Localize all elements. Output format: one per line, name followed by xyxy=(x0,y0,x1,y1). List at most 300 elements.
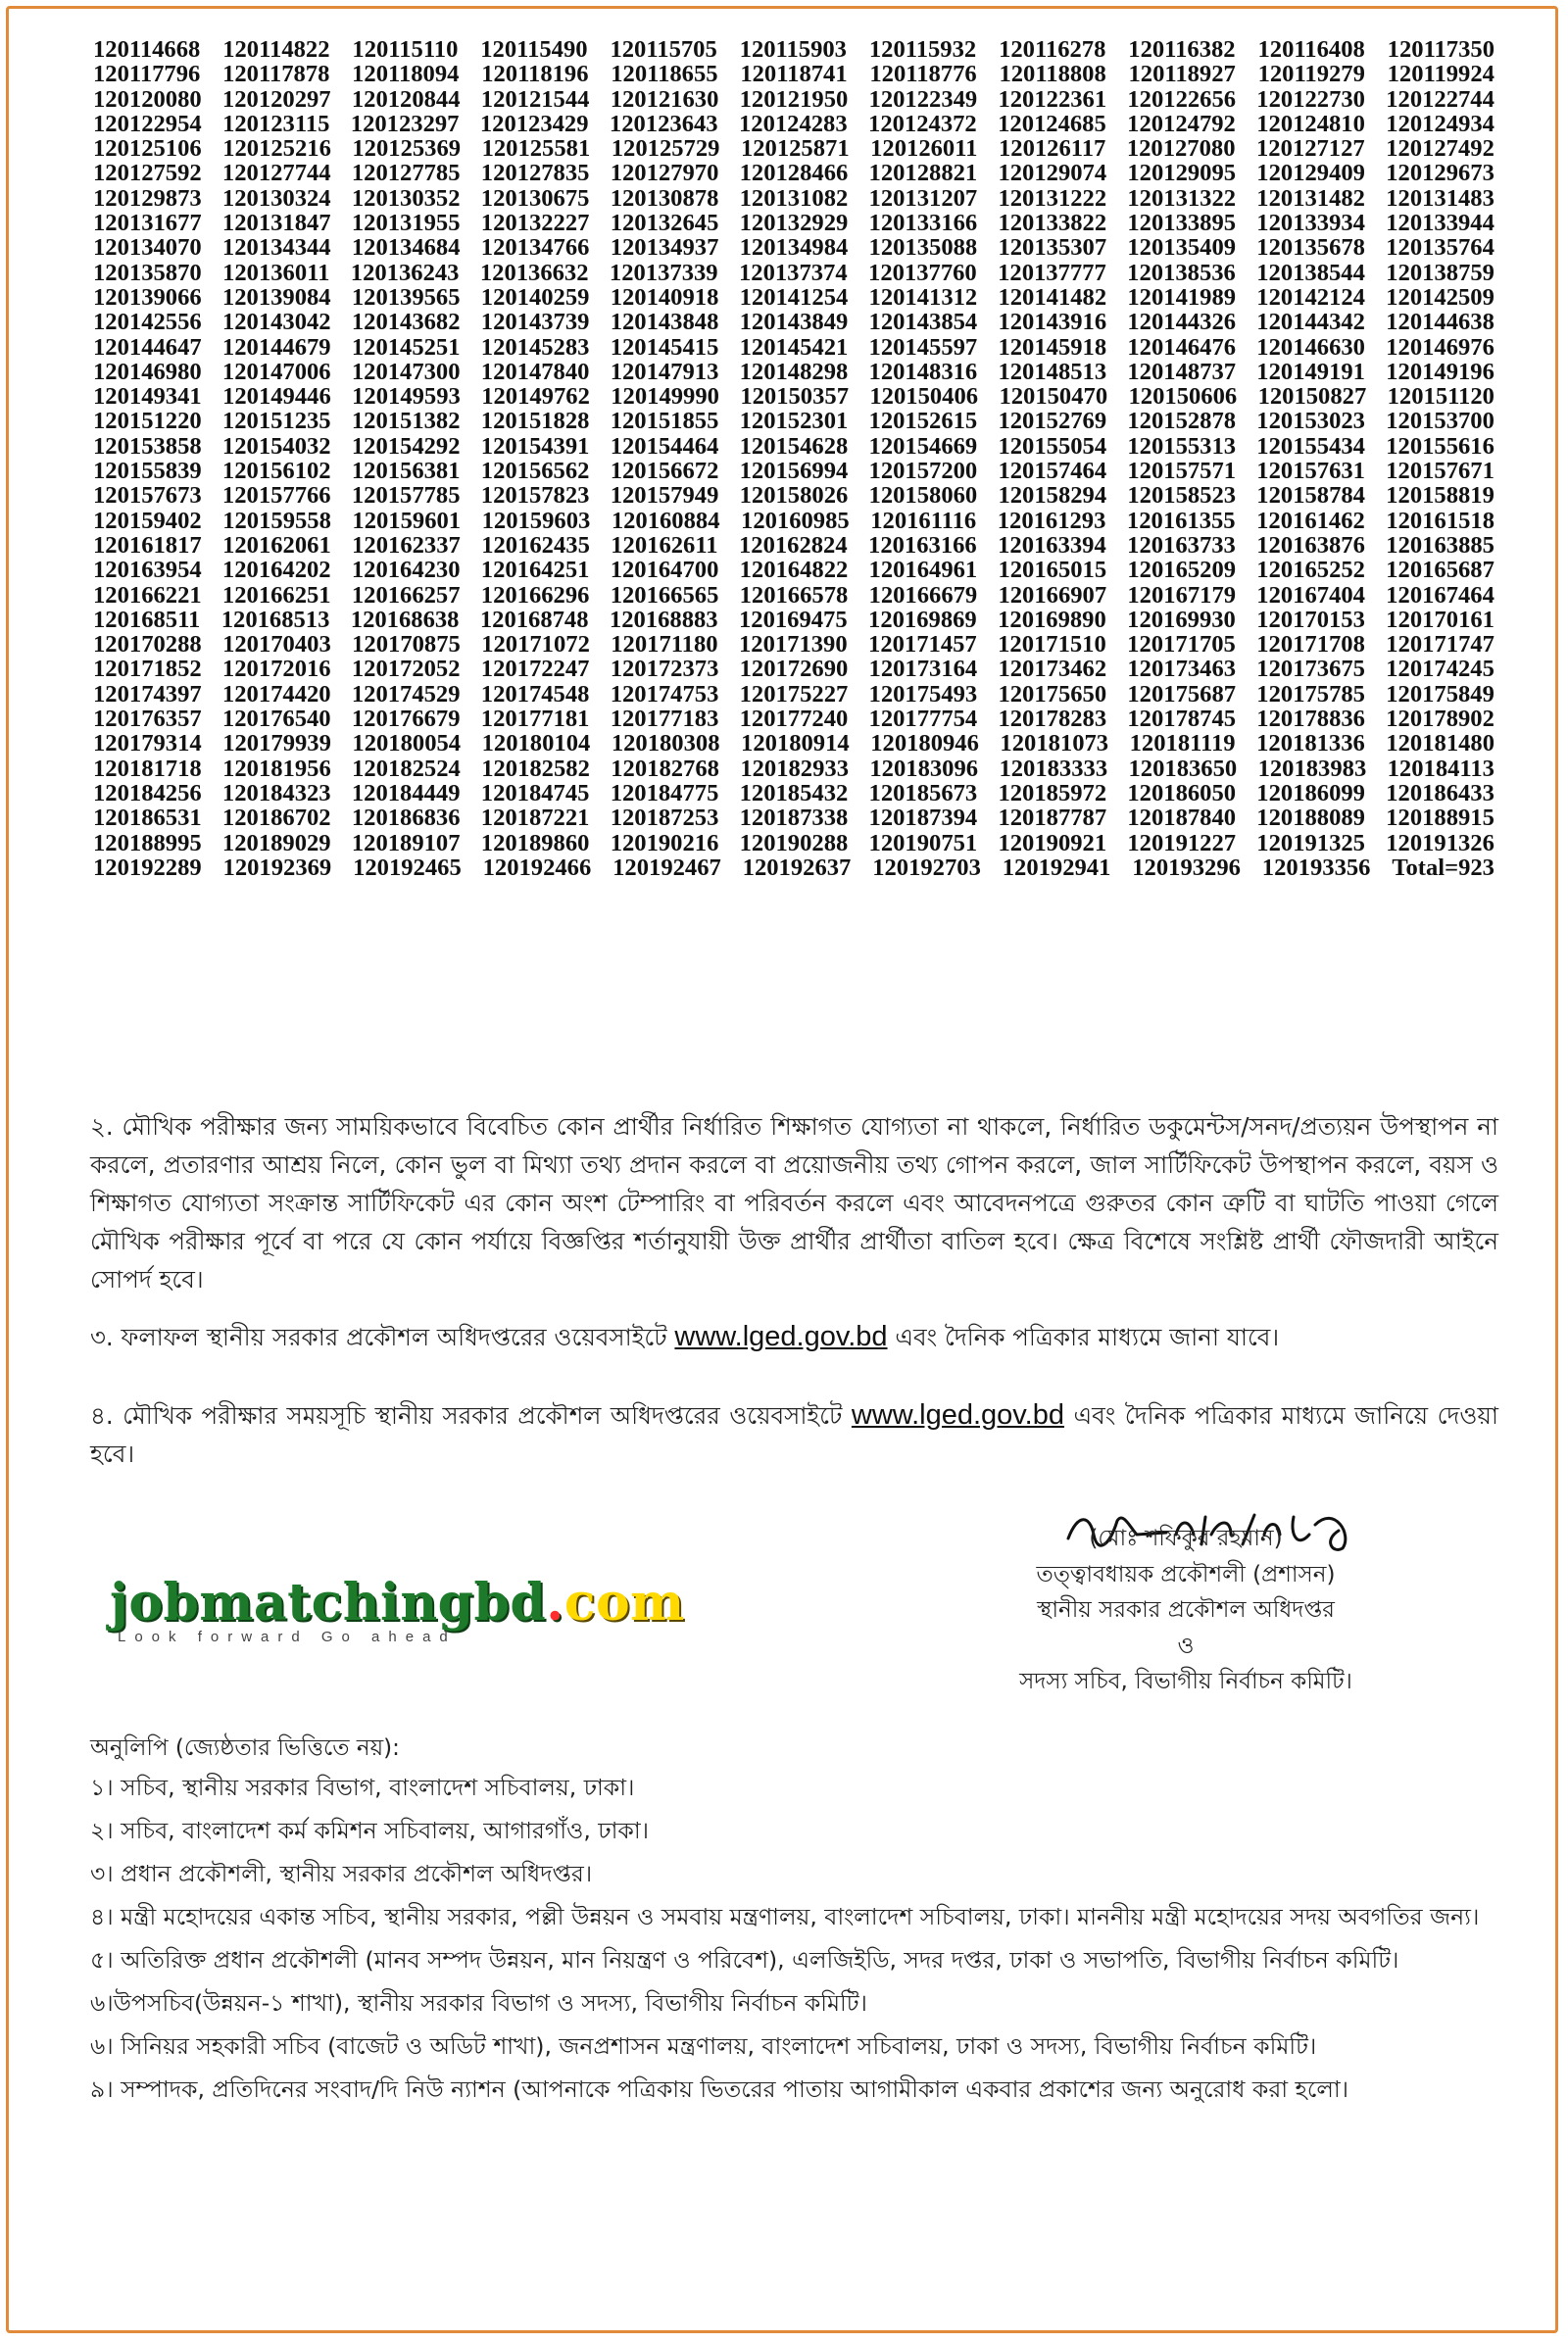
roll-number: 120173675 xyxy=(1256,656,1365,683)
roll-number: 120163885 xyxy=(1386,531,1494,559)
lged-website-link[interactable]: www.lged.gov.bd xyxy=(674,1321,888,1352)
roll-number: 120143682 xyxy=(351,309,461,336)
roll-number: 120165687 xyxy=(1386,557,1494,584)
roll-number: 120181073 xyxy=(1000,730,1109,757)
roll-number: 120131482 xyxy=(1256,184,1365,212)
roll-number: 120186702 xyxy=(221,805,331,832)
roll-number: 120146476 xyxy=(1127,333,1237,361)
roll-number: 120147840 xyxy=(480,358,590,385)
roll-number: 120165209 xyxy=(1127,557,1237,584)
roll-number: 120148316 xyxy=(868,358,978,385)
roll-number: 120179314 xyxy=(93,730,202,757)
roll-number: 120185972 xyxy=(998,779,1107,806)
roll-number: 120148737 xyxy=(1127,358,1237,385)
roll-number: 120188089 xyxy=(1256,805,1365,832)
roll-number: 120171510 xyxy=(998,631,1106,659)
roll-number: 120157823 xyxy=(480,482,590,510)
roll-number: 120159603 xyxy=(481,507,591,534)
roll-number: 120159558 xyxy=(222,507,331,534)
watermark-brand-main: jobmatchingbd xyxy=(110,1573,547,1633)
roll-number: 120131847 xyxy=(221,210,331,237)
roll-number: 120174529 xyxy=(351,680,461,708)
roll-number: 120125369 xyxy=(352,135,462,163)
roll-number: 120171457 xyxy=(868,631,977,659)
roll-number: 120166578 xyxy=(739,581,849,609)
roll-number: 120162611 xyxy=(611,531,718,559)
roll-number: 120135088 xyxy=(868,234,978,262)
roll-number: 120151220 xyxy=(93,408,202,435)
roll-number: 120147006 xyxy=(221,358,331,385)
paragraph-3-text-after: এবং দৈনিক পত্রিকার মাধ্যমে জানা যাবে। xyxy=(895,1323,1280,1351)
roll-number: 120170161 xyxy=(1386,606,1494,633)
roll-number: 120175227 xyxy=(739,680,849,708)
roll-number: 120180308 xyxy=(611,730,720,757)
signatory-conjunction: ও xyxy=(1177,1633,1195,1659)
roll-number: 120115705 xyxy=(610,36,717,63)
paragraph-3-text-before: ৩. ফলাফল স্থানীয় সরকার প্রকৌশল অধিদপ্তরের ওয়েবসাইটে xyxy=(90,1323,667,1351)
roll-number: 120122361 xyxy=(998,85,1107,113)
roll-number: 120139565 xyxy=(351,283,461,311)
roll-number: 120190751 xyxy=(868,829,978,856)
roll-number: 120164251 xyxy=(480,557,590,584)
roll-number: 120161518 xyxy=(1386,507,1494,534)
roll-number: 120156102 xyxy=(221,458,331,485)
roll-number: 120186050 xyxy=(1127,779,1237,806)
roll-number: 120131222 xyxy=(998,184,1107,212)
roll-number: 120134766 xyxy=(480,234,590,262)
roll-number: 120126011 xyxy=(870,135,978,163)
roll-number: 120127492 xyxy=(1386,135,1494,163)
roll-number: 120125871 xyxy=(740,135,850,163)
roll-number: 120120297 xyxy=(221,85,331,113)
roll-number: 120131207 xyxy=(868,184,978,212)
roll-number: 120137374 xyxy=(738,259,848,286)
roll-number: 120181336 xyxy=(1256,730,1365,757)
roll-number: 120133166 xyxy=(868,210,978,237)
roll-number: 120146630 xyxy=(1256,333,1365,361)
roll-number: 120146976 xyxy=(1386,333,1494,361)
roll-number: 120146980 xyxy=(93,358,202,385)
roll-number: 120189029 xyxy=(221,829,331,856)
roll-number: 120138536 xyxy=(1127,259,1236,286)
roll-number: 120147913 xyxy=(610,358,719,385)
roll-number: 120153700 xyxy=(1386,408,1494,435)
roll-number: 120155434 xyxy=(1256,432,1365,460)
roll-number: 120150606 xyxy=(1128,383,1238,411)
copy-recipient-item: ১। সচিব, স্থানীয় সরকার বিভাগ, বাংলাদেশ সচিবালয়, ঢাকা। xyxy=(90,1774,635,1801)
roll-number: 120193356 xyxy=(1261,854,1371,881)
roll-number: 120164230 xyxy=(351,557,461,584)
roll-number: 120131955 xyxy=(351,210,461,237)
roll-number: 120144342 xyxy=(1256,309,1365,336)
roll-number: 120179939 xyxy=(222,730,331,757)
roll-number: 120191227 xyxy=(1127,829,1237,856)
roll-number: 120123429 xyxy=(479,110,589,137)
roll-number: 120161116 xyxy=(870,507,977,534)
roll-number: 120167464 xyxy=(1386,581,1494,609)
roll-number: 120192466 xyxy=(482,854,592,881)
roll-number: 120192465 xyxy=(353,854,462,881)
roll-number: 120186836 xyxy=(351,805,461,832)
roll-number: 120187394 xyxy=(868,805,978,832)
roll-number: 120116382 xyxy=(1128,36,1236,63)
roll-number: 120161355 xyxy=(1126,507,1236,534)
roll-number: 120139066 xyxy=(93,283,202,311)
roll-number: 120170875 xyxy=(352,631,461,659)
roll-number: 120159601 xyxy=(352,507,462,534)
number-row xyxy=(93,161,1494,185)
roll-number: 120154464 xyxy=(610,432,719,460)
roll-number: 120192369 xyxy=(222,854,332,881)
roll-number: 120121630 xyxy=(610,85,719,113)
roll-number: 120172016 xyxy=(221,656,331,683)
roll-number: 120135409 xyxy=(1127,234,1237,262)
roll-number: 120118196 xyxy=(481,61,589,88)
roll-number: 120144638 xyxy=(1386,309,1494,336)
signature-block xyxy=(941,1521,1431,1700)
roll-number: 120120844 xyxy=(351,85,461,113)
roll-number: 120141482 xyxy=(998,283,1107,311)
roll-number: 120193296 xyxy=(1132,854,1241,881)
roll-number: 120157464 xyxy=(998,458,1107,485)
watermark-brand-dot: . xyxy=(546,1573,564,1633)
roll-number: 120117796 xyxy=(93,61,201,88)
roll-number: 120143739 xyxy=(480,309,590,336)
roll-number: 120135678 xyxy=(1256,234,1365,262)
roll-number: 120167179 xyxy=(1127,581,1237,609)
roll-number: 120138759 xyxy=(1386,259,1494,286)
number-row xyxy=(93,87,1494,112)
copies-title: অনুলিপি (জ্যেষ্ঠতার ভিত্তিতে নয়): xyxy=(90,1735,400,1761)
roll-number: 120192637 xyxy=(742,854,852,881)
number-row xyxy=(93,583,1494,608)
roll-number: 120178283 xyxy=(998,706,1107,733)
roll-number: 120148298 xyxy=(739,358,849,385)
roll-number: 120180946 xyxy=(870,730,979,757)
roll-number: 120175687 xyxy=(1127,680,1237,708)
number-row xyxy=(93,805,1494,830)
roll-number: 120188995 xyxy=(93,829,202,856)
roll-number: 120142124 xyxy=(1256,283,1365,311)
roll-number: 120122730 xyxy=(1256,85,1365,113)
number-row xyxy=(93,62,1494,86)
number-row xyxy=(93,112,1494,136)
roll-number: 120184775 xyxy=(610,779,719,806)
roll-number: 120171852 xyxy=(93,656,202,683)
roll-number: 120127835 xyxy=(480,160,590,187)
roll-number: 120114668 xyxy=(93,36,201,63)
roll-number: 120123115 xyxy=(222,110,330,137)
number-row xyxy=(93,360,1494,384)
roll-number: 120150406 xyxy=(869,383,979,411)
roll-number: 120147300 xyxy=(351,358,461,385)
roll-number: 120176540 xyxy=(221,706,331,733)
roll-number: 120180054 xyxy=(352,730,462,757)
roll-number: 120174397 xyxy=(93,680,202,708)
copy-recipient-item: ৪। মন্ত্রী মহোদয়ের একান্ত সচিব, স্থানীয় সরকার, পল্লী উন্নয়ন ও সমবায় মন্ত্রণালয়, বাংলাদেশ সচিবালয়, ঢাকা। মাননীয় মন্ত্রী মহোদয়ের সদয় অবগতির জন্য। xyxy=(90,1903,1480,1930)
roll-number: 120175785 xyxy=(1256,680,1365,708)
roll-number: 120169930 xyxy=(1127,606,1236,633)
signatory-office: স্থানীয় সরকার প্রকৌশল অধিদপ্তর xyxy=(1037,1597,1335,1624)
roll-number: 120191326 xyxy=(1386,829,1494,856)
roll-number: 120158784 xyxy=(1256,482,1365,510)
copies-list xyxy=(90,1769,1498,2114)
roll-number: 120136011 xyxy=(222,259,330,286)
roll-number: 120171705 xyxy=(1127,631,1236,659)
roll-number: 120144679 xyxy=(221,333,331,361)
roll-number: 120125581 xyxy=(481,135,591,163)
roll-number: 120151828 xyxy=(480,408,590,435)
roll-number: 120171180 xyxy=(611,631,718,659)
copy-recipient-item: ৯। সম্পাদক, প্রতিদিনের সংবাদ/দি নিউ ন্যাশন (আপনাকে পত্রিকায় ভিতরের পাতায় আগামীকাল একবার প্রকাশের জন্য অনুরোধ করা হলো। xyxy=(90,2075,1349,2103)
number-row xyxy=(93,757,1494,781)
roll-number: 120167404 xyxy=(1256,581,1365,609)
roll-number: 120161817 xyxy=(93,531,202,559)
copy-recipient-item: ৬। সিনিয়র সহকারী সচিব (বাজেট ও অডিট শাখা), জনপ্রশাসন মন্ত্রণালয়, বাংলাদেশ সচিবালয়, ঢাকা ও সদস্য, বিভাগীয় নির্বাচন কমিটি। xyxy=(90,2032,1317,2060)
roll-number: 120131483 xyxy=(1386,184,1494,212)
roll-number: 120145283 xyxy=(480,333,590,361)
roll-number: 120171390 xyxy=(738,631,848,659)
number-row xyxy=(93,335,1494,360)
roll-number: 120117350 xyxy=(1387,36,1494,63)
roll-number: 120133822 xyxy=(998,210,1107,237)
paragraph-4 xyxy=(90,1396,1498,1473)
roll-number: 120127080 xyxy=(1126,135,1236,163)
roll-number: 120166221 xyxy=(93,581,202,609)
roll-number: 120178836 xyxy=(1256,706,1365,733)
roll-number: 120134937 xyxy=(610,234,719,262)
number-row xyxy=(93,781,1494,805)
total-count: Total=923 xyxy=(1392,854,1494,881)
roll-number: 120155054 xyxy=(998,432,1107,460)
roll-number: 120143854 xyxy=(868,309,978,336)
roll-number: 120137339 xyxy=(609,259,718,286)
roll-number: 120175849 xyxy=(1386,680,1494,708)
roll-number: 120150357 xyxy=(740,383,849,411)
roll-number: 120118808 xyxy=(999,61,1106,88)
roll-number: 120131322 xyxy=(1127,184,1237,212)
roll-number: 120140918 xyxy=(610,283,719,311)
roll-number: 120187338 xyxy=(739,805,849,832)
number-row xyxy=(93,310,1494,334)
roll-number: 120164822 xyxy=(739,557,849,584)
roll-number: 120148513 xyxy=(998,358,1107,385)
roll-number: 120130352 xyxy=(351,184,461,212)
roll-number: 120166257 xyxy=(351,581,461,609)
roll-number: 120118741 xyxy=(740,61,848,88)
roll-number: 120158294 xyxy=(998,482,1107,510)
roll-number: 120164202 xyxy=(221,557,331,584)
roll-number: 120131677 xyxy=(93,210,202,237)
roll-number: 120143042 xyxy=(221,309,331,336)
roll-number: 120192467 xyxy=(612,854,721,881)
roll-number: 120187840 xyxy=(1127,805,1237,832)
signatory-name: (মোঃ শফিকুর রহমান) xyxy=(1089,1526,1283,1551)
roll-number: 120159402 xyxy=(93,507,202,534)
roll-number: 120125729 xyxy=(611,135,720,163)
roll-number: 120171747 xyxy=(1386,631,1494,659)
roll-number: 120163733 xyxy=(1127,531,1236,559)
roll-number: 120115932 xyxy=(868,36,977,63)
roll-number: 120131082 xyxy=(739,184,849,212)
roll-number: 120141989 xyxy=(1127,283,1237,311)
roll-number: 120127592 xyxy=(93,160,202,187)
roll-number: 120157949 xyxy=(610,482,719,510)
roll-number: 120157673 xyxy=(93,482,202,510)
roll-number: 120182933 xyxy=(740,755,849,782)
roll-number: 120152878 xyxy=(1127,408,1237,435)
roll-number: 120192941 xyxy=(1002,854,1111,881)
roll-number: 120116278 xyxy=(999,36,1106,63)
roll-number: 120174420 xyxy=(221,680,331,708)
roll-number: 120140259 xyxy=(480,283,590,311)
roll-number: 120152301 xyxy=(739,408,849,435)
roll-number: 120123643 xyxy=(609,110,718,137)
roll-number: 120149446 xyxy=(222,383,331,411)
copy-recipient-item: ৩। প্রধান প্রকৌশলী, স্থানীয় সরকার প্রকৌশল অধিদপ্তর। xyxy=(90,1860,593,1887)
roll-number: 120186433 xyxy=(1386,779,1494,806)
roll-number: 120144647 xyxy=(93,333,202,361)
roll-number: 120132929 xyxy=(739,210,849,237)
roll-number: 120173164 xyxy=(868,656,978,683)
number-row xyxy=(93,682,1494,707)
roll-number: 120129673 xyxy=(1386,160,1494,187)
roll-number: 120143849 xyxy=(739,309,849,336)
roll-number: 120172247 xyxy=(480,656,590,683)
roll-number: 120156381 xyxy=(351,458,461,485)
roll-number: 120156994 xyxy=(739,458,849,485)
roll-number: 120189107 xyxy=(351,829,461,856)
roll-number: 120129074 xyxy=(998,160,1107,187)
roll-number: 120186531 xyxy=(93,805,202,832)
roll-number: 120134984 xyxy=(739,234,849,262)
roll-number: 120122656 xyxy=(1127,85,1237,113)
roll-number: 120190216 xyxy=(610,829,719,856)
roll-number: 120181119 xyxy=(1129,730,1236,757)
roll-number: 120119924 xyxy=(1387,61,1494,88)
roll-number: 120176357 xyxy=(93,706,202,733)
roll-number: 120143916 xyxy=(998,309,1107,336)
number-row xyxy=(93,409,1494,433)
watermark-brand-tld: com xyxy=(564,1573,685,1633)
number-row xyxy=(93,235,1494,260)
roll-number: 120157631 xyxy=(1256,458,1365,485)
roll-number: 120154292 xyxy=(351,432,461,460)
watermark-brand xyxy=(110,1573,717,1633)
watermark-tagline: Look forward Go ahead xyxy=(118,1629,457,1645)
roll-number: 120157766 xyxy=(221,482,331,510)
roll-number: 120191325 xyxy=(1256,829,1365,856)
roll-number: 120115903 xyxy=(739,36,847,63)
roll-number: 120187221 xyxy=(480,805,590,832)
roll-number: 120168748 xyxy=(479,606,589,633)
paragraph-2 xyxy=(90,1107,1498,1298)
roll-number: 120158523 xyxy=(1127,482,1237,510)
roll-number: 120163166 xyxy=(868,531,977,559)
roll-number: 120184745 xyxy=(480,779,590,806)
roll-number: 120176679 xyxy=(351,706,461,733)
roll-number: 120155616 xyxy=(1386,432,1494,460)
roll-number: 120128466 xyxy=(739,160,849,187)
roll-number: 120182768 xyxy=(611,755,719,782)
roll-number: 120163394 xyxy=(998,531,1106,559)
roll-number: 120192703 xyxy=(872,854,981,881)
roll-number: 120132645 xyxy=(610,210,719,237)
roll-number: 120149196 xyxy=(1386,358,1494,385)
roll-number: 120181480 xyxy=(1386,730,1494,757)
roll-number: 120151235 xyxy=(221,408,331,435)
roll-number: 120118655 xyxy=(611,61,718,88)
roll-number: 120157571 xyxy=(1127,458,1237,485)
roll-number: 120172690 xyxy=(739,656,849,683)
roll-number: 120134070 xyxy=(93,234,202,262)
roll-number: 120183333 xyxy=(999,755,1108,782)
roll-number: 120174753 xyxy=(610,680,719,708)
roll-number: 120173462 xyxy=(998,656,1107,683)
lged-website-link-2[interactable]: www.lged.gov.bd xyxy=(851,1399,1064,1431)
roll-number: 120156562 xyxy=(480,458,590,485)
roll-number: 120142556 xyxy=(93,309,202,336)
roll-number: 120172373 xyxy=(610,656,719,683)
roll-number: 120170403 xyxy=(222,631,331,659)
roll-number: 120116408 xyxy=(1257,36,1365,63)
roll-number: 120168513 xyxy=(220,606,330,633)
paragraph-4-text-before: ৪. মৌখিক পরীক্ষার সময়সূচি স্থানীয় সরকার প্রকৌশল অধিদপ্তরের ওয়েবসাইটে xyxy=(90,1401,843,1430)
roll-number: 120126117 xyxy=(998,135,1106,163)
roll-number: 120154669 xyxy=(868,432,978,460)
roll-number: 120122349 xyxy=(868,85,978,113)
roll-number: 120177183 xyxy=(610,706,719,733)
number-row xyxy=(93,831,1494,855)
roll-number: 120124283 xyxy=(738,110,848,137)
roll-number: 120170288 xyxy=(93,631,202,659)
roll-number: 120135764 xyxy=(1386,234,1494,262)
roll-number: 120162824 xyxy=(738,531,848,559)
roll-number: 120168638 xyxy=(350,606,460,633)
roll-number: 120166296 xyxy=(480,581,590,609)
roll-number: 120189860 xyxy=(480,829,590,856)
signatory-role: সদস্য সচিব, বিভাগীয় নির্বাচন কমিটি। xyxy=(1019,1669,1352,1695)
roll-number: 120150827 xyxy=(1257,383,1367,411)
roll-number: 120188915 xyxy=(1386,805,1494,832)
number-row xyxy=(93,285,1494,310)
roll-number: 120145415 xyxy=(610,333,719,361)
number-row xyxy=(93,533,1494,558)
roll-number: 120122954 xyxy=(93,110,202,137)
roll-number: 120174245 xyxy=(1386,656,1494,683)
roll-number: 120128821 xyxy=(868,160,978,187)
roll-number: 120165015 xyxy=(998,557,1107,584)
roll-number: 120169475 xyxy=(738,606,848,633)
copy-recipient-item: ৬।উপসচিব(উন্নয়ন-১ শাখা), স্থানীয় সরকার বিভাগ ও সদস্য, বিভাগীয় নির্বাচন কমিটি। xyxy=(90,1989,867,2017)
roll-number: 120134684 xyxy=(351,234,461,262)
roll-number: 120124372 xyxy=(868,110,977,137)
roll-number: 120157200 xyxy=(868,458,978,485)
roll-number: 120153858 xyxy=(93,432,202,460)
roll-number: 120156672 xyxy=(610,458,719,485)
roll-number: 120166251 xyxy=(221,581,331,609)
roll-number: 120127970 xyxy=(610,160,719,187)
watermark-logo xyxy=(110,1573,717,1645)
roll-number: 120180104 xyxy=(481,730,591,757)
roll-number: 120123297 xyxy=(350,110,460,137)
roll-number: 120192289 xyxy=(93,854,202,881)
roll-number: 120182524 xyxy=(352,755,461,782)
number-row xyxy=(93,855,1494,880)
roll-number: 120171708 xyxy=(1256,631,1365,659)
roll-number: 120151855 xyxy=(610,408,719,435)
roll-number: 120130324 xyxy=(221,184,331,212)
